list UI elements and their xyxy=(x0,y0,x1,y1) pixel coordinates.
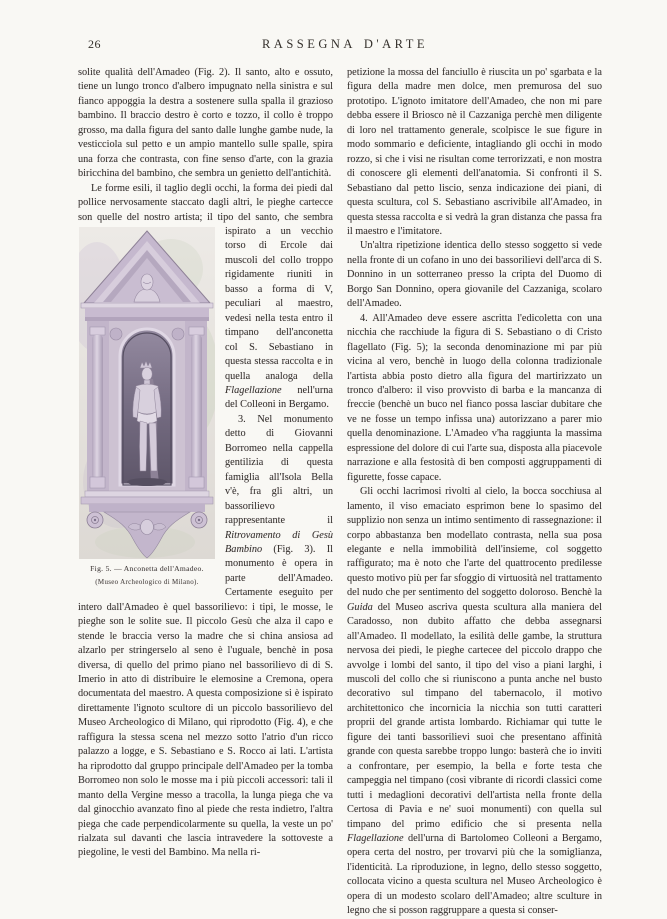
entablature xyxy=(81,303,213,321)
paragraph xyxy=(347,239,602,311)
paragraph-text: 4. All'Amadeo deve essere ascritta l'edicoletta con una nicchia che racchiude la figura di S. Sebastiano o di Cristo flagellato (Fig. 5); la seconda denominazione mi par più vicina al vero, benchè in luogo della colonna tradizionale l'artista abbia posto dietro alla figura del martirizzato un tronco d'albero: il viso provvisto di barba e la mancanza di freccie (benchè un buco nel fianco possa lasciar dubitare che ve ne fosse un tempo infissa una) autorizzano a parer mio quella denominazione. L'Amadeo v'ha raggiunta la massima espressione del dolore di cui l'arte sua, disposta alla piacevole narrazione e alla festosità di ben composti aggruppamenti di figurette, fosse capace. xyxy=(347,312,602,483)
paragraph xyxy=(347,485,602,919)
paragraph-text: del Museo ascriva questa scultura alla maniera del Caradosso, non dubito affatto che debba assegnarsi all'Amadeo. Il modellato, la esilità delle gambe, la struttura nervosa dei piedi, le pieghe cartecee del piccolo drappo che avvolge i lombi del santo, il tipo del viso a piani larghi, i muscoli del collo che si riuniscono a punta anche nel busto decorativo sul timpano del tabernacolo, il motivo architettonico che incornicia la nicchia son tutti caratteri proprii del grande artista lombardo. Richiamar qui tutte le figure dei tanti bassorilievi suoi che presentano affinità grande con questa sarebbe troppo lungo: basterà che io inviti a confrontare, per esempio, la bella e forte testa che campeggia nel timpano (così vibrante di ricordi classici come tutti i medaglioni decorativi dell'artista nella fronte della Certosa di Pavia e ne' suoi monumenti) con quella sul timpano del primo edificio che si presenta nella xyxy=(347,601,602,830)
paragraph xyxy=(78,66,333,182)
left-column-shaft xyxy=(90,327,105,488)
paragraph-text: dell'urna di Bartolomeo Colleoni a Bergamo, opera certa del nostro, per trovarvi più che la somiglianza, l'identicità. La riproduzione, in legno, dello stesso soggetto, collocata vicino a questa scultura nel Museo Archeologico è opera di un modesto scolaro dell'Amadeo; altre sculture in legno che si posson raggruppare a questa si conser- xyxy=(347,833,602,917)
italic-term: Flagellazione xyxy=(225,384,282,396)
paragraph-text: 3. Nel monumento detto di Giovanni Borromeo nella cappella gentilizia di questa famiglia all'Isola Bella v'è, fra gli altri, un bassorilievo rappresentante il xyxy=(225,413,333,527)
page-header xyxy=(88,37,602,52)
figure-caption-line-1: Fig. 5. — Anconetta dell'Amadeo. xyxy=(90,563,204,573)
article-content xyxy=(78,66,602,919)
paragraph xyxy=(347,312,602,485)
base-moldings xyxy=(81,491,213,512)
paragraph xyxy=(347,66,602,239)
figure-caption-line-2: (Museo Archeologico di Milano). xyxy=(95,578,199,587)
paragraph-text: petizione la mossa del fanciullo è riuscita un po' sgarbata e la figura della madre men dolce, men premurosa del suo prototipo. L'ignoto imitatore dell'Amadeo, che non mi pare debba essere il Briosco nè il Cazzaniga perchè men diligente di loro nel trattamento generale, scolpisce le sue figure in modo sommario e deficiente, intagliando gli occhi in modo rozzo, si che i visi ne risultan come terrorizzati, e non mostra di conoscere gli elementi dell'anatomia. Si confronti il S. Sebastiano dal petto liscio, senza indicazione dei piani, di questa scultura, col S. Sebastiano ascrivibile all'Amadeo, in questa stessa raccolta e si vedrà la gran distanza che passa fra il maestro e l'imitatore. xyxy=(347,67,602,237)
anconetta-photo xyxy=(79,227,215,559)
paragraph-text: Le forme esili, il taglio degli occhi, la forma dei piedi dal pollice nervosamente staccato dagli altri, le pieghe cartecce son quelle del nostro artista; il tipo xyxy=(78,182,333,223)
right-column xyxy=(347,66,602,919)
page-number: 26 xyxy=(88,37,101,51)
italic-term: Ritrovamento di Gesù Bambino xyxy=(225,529,333,555)
figure-5 xyxy=(78,227,216,588)
paragraph-text: Gli occhi lacrimosi rivolti al cielo, la bocca socchiusa al lamento, il viso emaciato esprimon bene lo spasimo del supplizio non senza un intimo sentimento di rassegnazione: il corpo abbastanza ben modellato contrasta, nella sua posa elegante e nella immobilità dell'insieme, col soggetto raffigurato; ma è noto che l'arte del quattrocento predilesse questo motivo più per far sfoggio di virtuosità nel trattamento del nudo che per sentimento del soggetto doloroso. Benchè la xyxy=(347,486,602,599)
journal-title: RASSEGNA D'ARTE xyxy=(261,37,429,51)
right-column-shaft xyxy=(189,327,204,488)
paragraph-text: nell'urna del Colleoni in Bergamo. xyxy=(225,384,333,411)
left-spandrel-medallion xyxy=(110,328,122,340)
paragraph-text: solite qualità dell'Amadeo (Fig. 2). Il santo, alto e ossuto, tiene un lungo tronco d'albero impugnato nella sinistra e sul fianco appoggia la destra a sostenere sulla spalla il grazioso bambino. Il braccio destro è corto e tozzo, il collo è troppo grosso, ma dalla figura del santo dalle lunghe gambe nude, la vesticciola sul petto e un ampio mantello sulle spalle, spira una forza che contrasta, con fine senso d'arte, con la grazia biricchina del bambino, che sembra un genietto dell'antichità. xyxy=(78,67,333,180)
header-rule xyxy=(58,56,624,57)
paragraph-text: del santo, che sembra ispirato a un vecchio torso di Ercole dai muscoli del collo troppo rigidamente riuniti in basso a forma di V, peculiari al maestro, vedesi nella testa entro il timpano dell'anconetta col S. Sebastiano in questa stessa raccolta e in quella analoga della xyxy=(225,211,333,382)
italic-term: Guida xyxy=(347,601,373,613)
right-spandrel-medallion xyxy=(172,328,184,340)
paragraph-text: Un'altra ripetizione identica dello stesso soggetto si vede nella fronte di un cofano in uno dei bassorilievi dell'arca di S. Donnino in un sotterraneo presso la cripta del Duomo di Borgo San Donnino, opera giovanile del Cazzaniga, scolaro dell'Amadeo. xyxy=(347,240,602,310)
left-column xyxy=(78,66,333,919)
italic-term: Flagellazione xyxy=(347,833,404,845)
paragraph-text: (Fig. 3). Il monumento è opera in parte dell'Amadeo. Certamente eseguito per intero dall'Amadeo è quel bassorilievo: i tipi, le mosse, le pieghe son le solite sue. Il piccolo Gesù che alza il capo e stende le braccia verso la madre che si china ansiosa ad alzarlo per stringerselo al seno è l'uguale, benchè in posa diversa, di quello del primo piano nel bassorilievo di di S. Imerio in atto di distribuire le elemosine a Cremona, opera documentata del maestro. A questa composizione si è ispirato direttamente l'ignoto scultore di un piccolo bassorilievo del Museo Archeologico di Milano, qui riprodotto (Fig. 4), e che raffigura la stessa scena nel mezzo sotto l'atrio d'un ricco palazzo a logge, e S. Sebastiano e S. Rocco ai lati. L'artista ha riprodotto dal gruppo principale dell'Amadeo per la tomba Borromeo non solo le mosse ma i più piccoli accessori: tali il manto della Vergine messo a tracolla, la lunga piega che va dal ginocchio avanzato fino al piede che resta indietro, l'altra piega che cade perpendicolarmente su quella, la veste un po' rialzata sul davanti che lascia intravedere la sottoveste a piegoline, le vesti del Bambino. Ma nella ri- xyxy=(78,543,333,859)
